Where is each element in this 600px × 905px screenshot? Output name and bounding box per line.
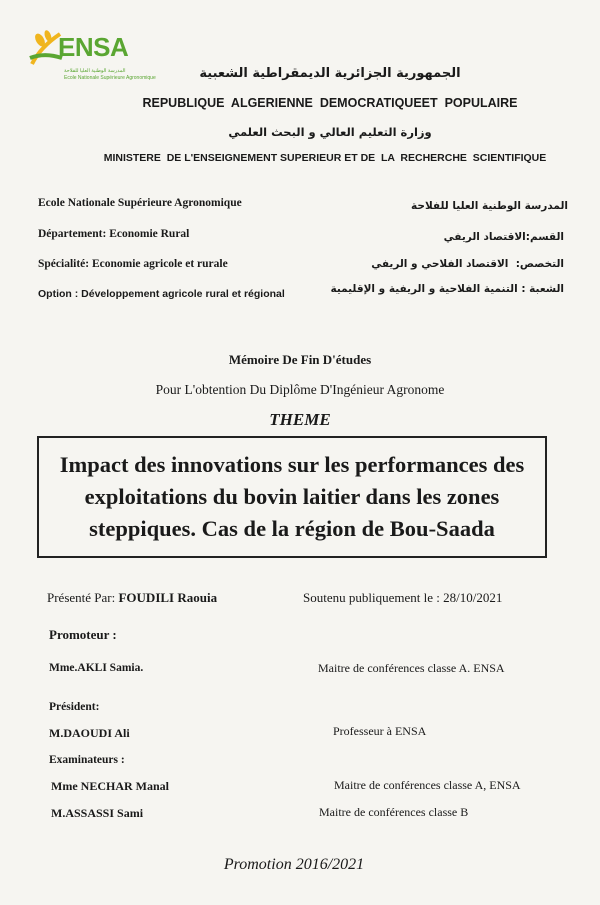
examinateur2-title: Maitre de conférences classe B [319,805,469,819]
school-ar: المدرسة الوطنية العليا للفلاحة [411,200,568,212]
school-fr: Ecole Nationale Supérieure Agronomique [38,197,242,209]
president-name: M.DAOUDI Ali [49,726,130,740]
department-ar: القسم:الاقتصاد الريفي [443,231,564,243]
examinateur1-title: Maitre de conférences classe A, ENSA [334,778,521,792]
ministry-french: MINISTERE DE L'ENSEIGNEMENT SUPERIEUR ET DE LA RECHERCHE SCIENTIFIQUE [103,152,547,164]
president-label: Président: [49,701,100,713]
logo-caption-fr: Ecole Nationale Supérieure Agronomique [64,75,156,81]
promoteur-title: Maitre de conférences classe A. ENSA [318,661,505,675]
theme-title: Impact des innovations sur les performances des exploitations du bovin laitier dans les zones steppiques. Cas de la région de Bou-Saada [59,452,525,541]
theme-label: THEME [269,410,331,429]
defense-date: Soutenu publiquement le : 28/10/2021 [303,590,503,605]
department-fr: Département: Economie Rural [38,228,190,240]
president-title: Professeur à ENSA [333,724,427,738]
option-ar: الشعبة : التنمية الفلاحية و الريفية و الإقليمية [330,283,564,295]
ministry-arabic: وزارة التعليم العالي و البحث العلمي [228,125,432,139]
promotion-text: Promotion 2016/2021 [223,856,365,873]
logo-text: ENSA [58,32,129,62]
examinateur2-name: M.ASSASSI Sami [51,806,144,820]
speciality-ar: التخصص: الاقتصاد الفلاحي و الريفي [371,258,564,270]
speciality-fr: Spécialité: Economie agricole et rurale [38,258,228,270]
promotion [0,856,600,874]
memoire-subtitle: Pour L'obtention Du Diplôme D'Ingénieur Agronome [155,382,445,397]
republic-french: REPUBLIQUE ALGERIENNE DEMOCRATIQUEET POPULAIRE [142,96,518,110]
examinateur1-name: Mme NECHAR Manal [51,779,169,793]
presented-by-label: Présenté Par: [47,590,116,605]
promoteur-label: Promoteur : [49,627,117,642]
republic-arabic: الجمهورية الجزائرية الديمقراطية الشعبية [199,66,461,81]
promoteur-name: Mme.AKLI Samia. [49,662,144,674]
theme-box [37,436,547,558]
presented-by [47,590,217,606]
presented-by-name: FOUDILI Raouia [118,590,218,605]
logo-caption-ar: المدرسة الوطنية العليا للفلاحة [64,68,126,74]
memoire-title: Mémoire De Fin D'études [228,352,372,367]
option-fr: Option : Développement agricole rural et régional [38,288,285,300]
examinateurs-label: Examinateurs : [49,754,125,766]
